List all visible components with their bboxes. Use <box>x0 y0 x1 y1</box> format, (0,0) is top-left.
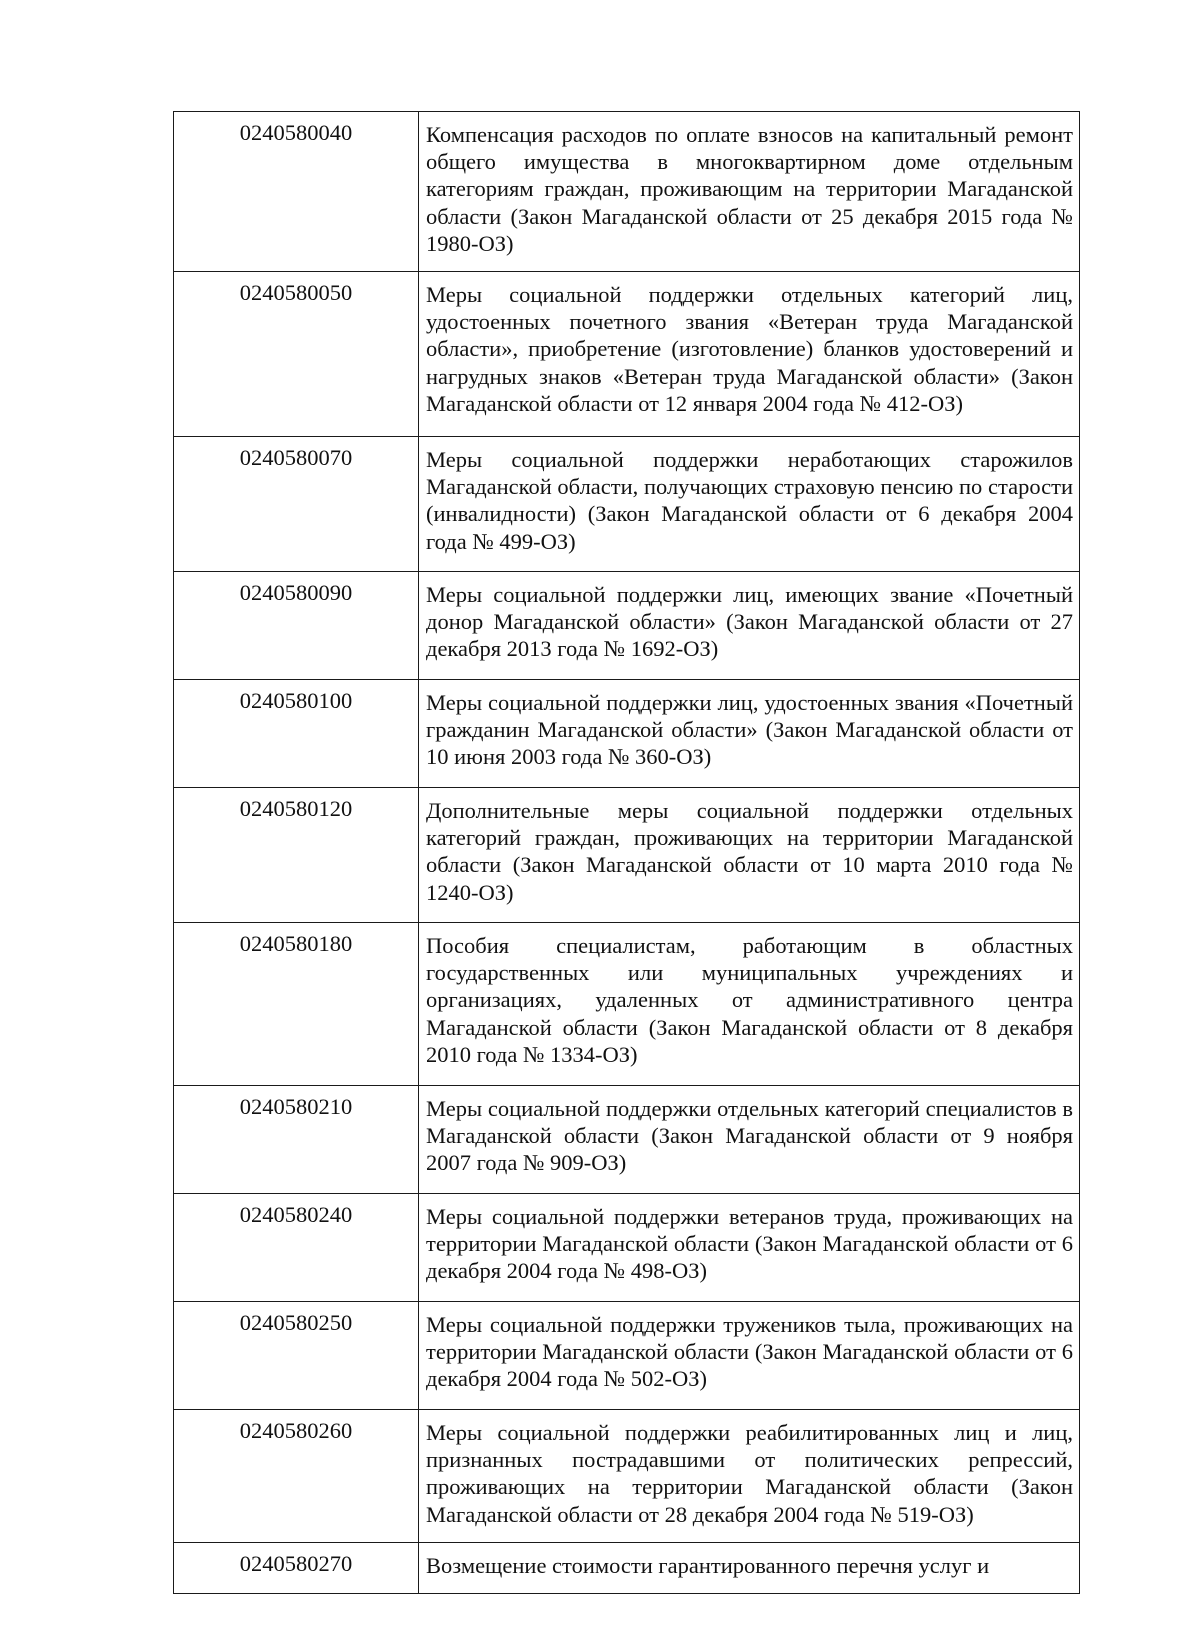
code-cell: 0240580210 <box>174 1086 419 1194</box>
table-row <box>174 1302 1080 1410</box>
code-cell: 0240580100 <box>174 680 419 788</box>
description-cell: Меры социальной поддержки отдельных категорий лиц, удостоенных почетного звания «Ветеран труда Магаданской области», приобретение (изготовление) бланков удостоверений и нагрудных знаков «Ветеран труда Магаданской области» (Закон Магаданской области от 12 января 2004 года № 412-ОЗ) <box>419 272 1080 437</box>
table-row <box>174 572 1080 680</box>
description-cell: Возмещение стоимости гарантированного перечня услуг и <box>419 1543 1080 1594</box>
description-cell: Меры социальной поддержки лиц, имеющих звание «Почетный донор Магаданской области» (Закон Магаданской области от 27 декабря 2013 года № 1692-ОЗ) <box>419 572 1080 680</box>
table-row <box>174 272 1080 437</box>
code-cell: 0240580090 <box>174 572 419 680</box>
table-row <box>174 112 1080 272</box>
description-cell: Пособия специалистам, работающим в областных государственных или муниципальных учреждениях и организациях, удаленных от административного центра Магаданской области (Закон Магаданской области от 8 декабря 2010 года № 1334-ОЗ) <box>419 923 1080 1086</box>
code-cell: 0240580040 <box>174 112 419 272</box>
table-row <box>174 1543 1080 1594</box>
table-row <box>174 788 1080 923</box>
description-cell: Меры социальной поддержки лиц, удостоенных звания «Почетный гражданин Магаданской области» (Закон Магаданской области от 10 июня 2003 года № 360-ОЗ) <box>419 680 1080 788</box>
code-cell: 0240580070 <box>174 437 419 572</box>
description-cell: Меры социальной поддержки ветеранов труда, проживающих на территории Магаданской области (Закон Магаданской области от 6 декабря 2004 года № 498-ОЗ) <box>419 1194 1080 1302</box>
table-row <box>174 437 1080 572</box>
table-row <box>174 1410 1080 1543</box>
code-cell: 0240580180 <box>174 923 419 1086</box>
budget-code-table <box>173 111 1080 1594</box>
description-cell: Дополнительные меры социальной поддержки отдельных категорий граждан, проживающих на территории Магаданской области (Закон Магаданской области от 10 марта 2010 года № 1240-ОЗ) <box>419 788 1080 923</box>
table-row <box>174 923 1080 1086</box>
code-cell: 0240580250 <box>174 1302 419 1410</box>
code-cell: 0240580270 <box>174 1543 419 1594</box>
code-cell: 0240580120 <box>174 788 419 923</box>
description-cell: Меры социальной поддержки отдельных категорий специалистов в Магаданской области (Закон Магаданской области от 9 ноября 2007 года № 909-ОЗ) <box>419 1086 1080 1194</box>
code-cell: 0240580050 <box>174 272 419 437</box>
description-cell: Меры социальной поддержки неработающих старожилов Магаданской области, получающих страховую пенсию по старости (инвалидности) (Закон Магаданской области от 6 декабря 2004 года № 499-ОЗ) <box>419 437 1080 572</box>
description-cell: Компенсация расходов по оплате взносов на капитальный ремонт общего имущества в многоквартирном доме отдельным категориям граждан, проживающим на территории Магаданской области (Закон Магаданской области от 25 декабря 2015 года № 1980-ОЗ) <box>419 112 1080 272</box>
table-row <box>174 680 1080 788</box>
code-cell: 0240580240 <box>174 1194 419 1302</box>
table-row <box>174 1086 1080 1194</box>
code-cell: 0240580260 <box>174 1410 419 1543</box>
table-row <box>174 1194 1080 1302</box>
description-cell: Меры социальной поддержки реабилитированных лиц и лиц, признанных пострадавшими от политических репрессий, проживающих на территории Магаданской области (Закон Магаданской области от 28 декабря 2004 года № 519-ОЗ) <box>419 1410 1080 1543</box>
description-cell: Меры социальной поддержки тружеников тыла, проживающих на территории Магаданской области (Закон Магаданской области от 6 декабря 2004 года № 502-ОЗ) <box>419 1302 1080 1410</box>
